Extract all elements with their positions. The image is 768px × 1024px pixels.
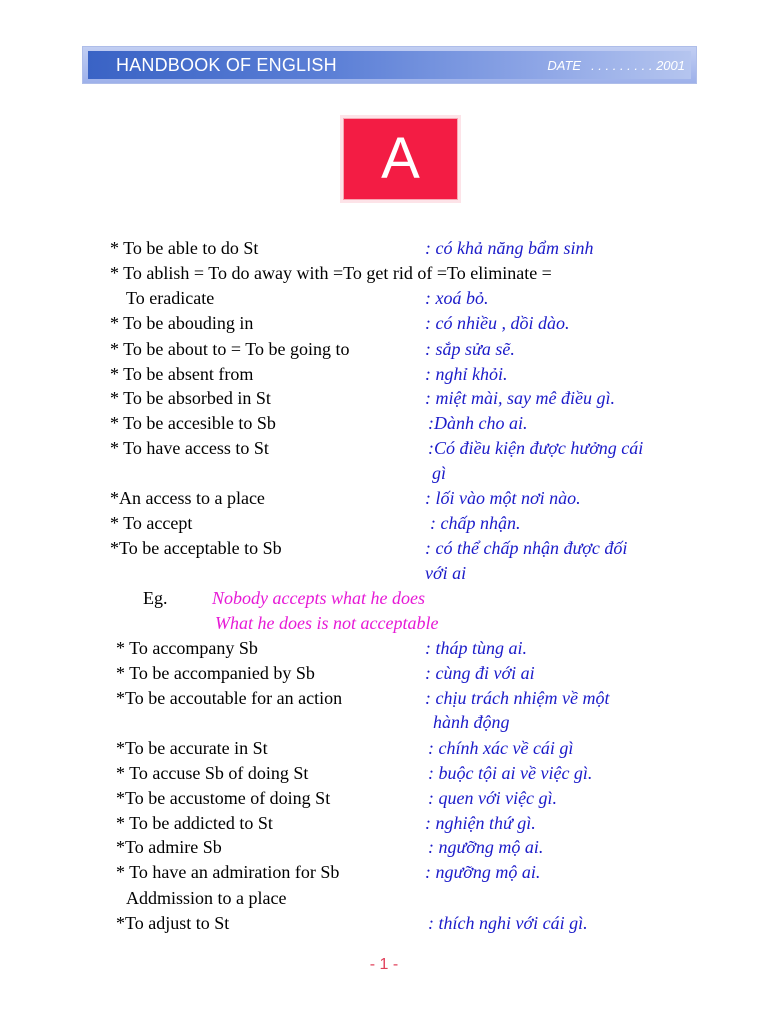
entry-english: *To admire Sb (116, 837, 222, 857)
section-letter-badge (343, 118, 458, 200)
entry-vietnamese: : sắp sửa sẽ. (425, 339, 515, 359)
entry-english: * To accuse Sb of doing St (116, 763, 309, 783)
entry-vietnamese: :Có điều kiện được hưởng cái (428, 438, 644, 458)
entry-vietnamese: : chấp nhận. (430, 513, 521, 533)
entry-vietnamese: : thích nghi với cái gì. (428, 913, 588, 933)
header-bar (88, 51, 691, 79)
entry-vietnamese: : ngưỡng mộ ai. (428, 837, 544, 857)
entry-vietnamese: : có khả năng bẩm sinh (425, 238, 594, 258)
header-banner (82, 46, 697, 84)
entry-english: * To be able to do St (110, 238, 259, 258)
entry-vietnamese: : có nhiều , dồi dào. (425, 313, 570, 333)
entry-vietnamese: : nghiện thứ gì. (425, 813, 536, 833)
handbook-title: HANDBOOK OF ENGLISH (116, 55, 337, 75)
entry-vietnamese: : có thể chấp nhận được đối (425, 538, 628, 558)
example-sentence: What he does is not acceptable (215, 613, 439, 633)
entry-vietnamese: : quen với việc gì. (428, 788, 558, 808)
entry-vietnamese: : chịu trách nhiệm về một (425, 688, 610, 708)
date-value: . . . . . . . . . 2001 (591, 58, 685, 73)
date-label: DATE (547, 58, 582, 73)
entry-english: *To be accustome of doing St (116, 788, 331, 808)
entry-english: * To be about to = To be going to (110, 339, 350, 359)
entry-english: *An access to a place (110, 488, 265, 508)
entry-vietnamese: : tháp tùng ai. (425, 638, 527, 658)
entry-english: * To be absorbed in St (110, 388, 271, 408)
entry-vietnamese: : buộc tội ai về việc gì. (428, 763, 593, 783)
entry-vietnamese: :Dành cho ai. (428, 413, 528, 433)
entry-vietnamese: với ai (425, 563, 467, 583)
entry-vietnamese: : xoá bỏ. (425, 288, 489, 308)
entry-english: * To be accesible to Sb (110, 413, 276, 433)
entry-english: *To be acceptable to Sb (110, 538, 282, 558)
entry-vietnamese: : lối vào một nơi nào. (425, 488, 581, 508)
entry-vietnamese: : ngưỡng mộ ai. (425, 862, 541, 882)
entry-english: Addmission to a place (126, 888, 287, 908)
entry-english: *To be accurate in St (116, 738, 268, 758)
entry-english: * To have an admiration for Sb (116, 862, 340, 882)
entry-english: *To be accoutable for an action (116, 688, 343, 708)
entry-english: * To ablish = To do away with =To get rid of =To eliminate = (110, 263, 552, 283)
entry-english: To eradicate (126, 288, 215, 308)
entry-english: * To accompany Sb (116, 638, 258, 658)
example-sentence: Nobody accepts what he does (212, 588, 425, 608)
header-date (547, 58, 685, 73)
entry-english: * To be addicted to St (116, 813, 273, 833)
entry-english: * To be accompanied by Sb (116, 663, 315, 683)
section-letter: A (381, 126, 420, 191)
entry-vietnamese: gì (432, 463, 447, 483)
entry-english: * To have access to St (110, 438, 269, 458)
entry-english: * To accept (110, 513, 193, 533)
entry-vietnamese: : nghỉ khỏi. (425, 364, 508, 384)
entry-vietnamese: : cùng đi với ai (425, 663, 535, 683)
entry-english: *To adjust to St (116, 913, 230, 933)
entry-vietnamese: : chính xác về cái gì (428, 738, 574, 758)
entry-vietnamese: hành động (433, 712, 510, 732)
example-label: Eg. (143, 588, 168, 608)
entry-english: * To be absent from (110, 364, 254, 384)
entry-english: * To be abouding in (110, 313, 254, 333)
page-number: - 1 - (369, 956, 399, 973)
entry-vietnamese: : miệt mài, say mê điều gì. (425, 388, 615, 408)
